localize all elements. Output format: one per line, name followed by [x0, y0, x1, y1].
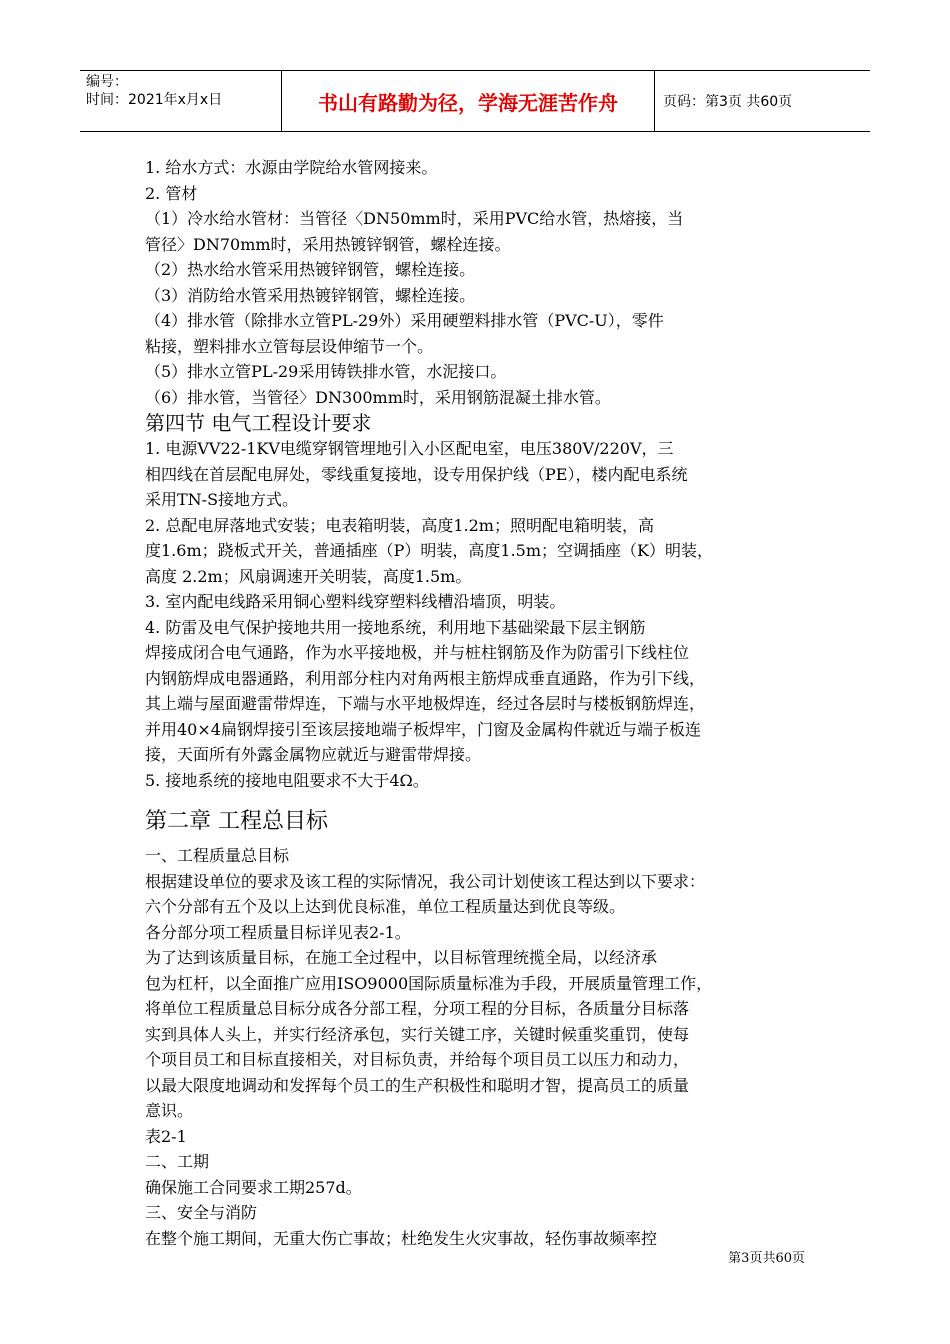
text-line: 一、工程质量总目标 [145, 846, 290, 865]
text-line: 5. 接地系统的接地电阻要求不大于4Ω。 [145, 770, 429, 790]
text-line: 采用TN-S接地方式。 [145, 490, 299, 509]
header-left-cell [80, 71, 282, 131]
text-line: （2）热水给水管采用热镀锌钢管，螺栓连接。 [145, 260, 476, 279]
text-line: 根据建设单位的要求及该工程的实际情况，我公司计划使该工程达到以下要求： [145, 871, 706, 891]
number-label: 编号： [86, 74, 128, 90]
text-line: 粘接，塑料排水立管每层设伸缩节一个。 [145, 336, 434, 356]
text-line: 个项目员工和目标直接相关，对目标负责，并给每个项目员工以压力和动力， [145, 1050, 690, 1069]
text-line: 二、工期 [145, 1152, 210, 1171]
text-line: 管径〉DN70mm时，采用热镀锌钢管，螺栓连接。 [145, 234, 511, 254]
goals-section [145, 843, 810, 1251]
page-label: 页码：第3页 共60页 [663, 94, 793, 110]
text-line: （6）排水管，当管径〉DN300mm时，采用钢筋混凝土排水管。 [145, 387, 611, 407]
text-line: 内钢筋焊成电器通路，利用部分柱内对角两根主筋焊成垂直通路，作为引下线， [145, 668, 706, 688]
text-line: 高度 2.2m；风扇调速开关明装，高度1.5m。 [145, 566, 472, 586]
text-line: 确保施工合同要求工期257d。 [145, 1177, 362, 1197]
text-line: （3）消防给水管采用热镀锌钢管，螺栓连接。 [145, 285, 476, 305]
header-table [80, 70, 870, 132]
text-line: 其上端与屋面避雷带焊连，下端与水平地极焊连，经过各层时与楼板钢筋焊连， [145, 694, 706, 713]
text-line: 三、安全与消防 [145, 1203, 258, 1222]
motto: 书山有路勤为径，学海无涯苦作舟 [282, 71, 655, 131]
text-line: 在整个施工期间，无重大伤亡事故；杜绝发生火灾事故，轻伤事故频率控 [145, 1228, 658, 1248]
text-line: 将单位工程质量总目标分成各分部工程，分项工程的分目标，各质量分目标落 [145, 999, 690, 1018]
text-line: 表2-1 [145, 1126, 187, 1146]
section-4-heading: 第四节 电气工程设计要求 [145, 411, 372, 435]
text-line: 并用40×4扁钢焊接引至该层接地端子板焊牢，门窗及金属构件就近与端子板连 [145, 719, 701, 739]
text-line: 1. 电源VV22-1KV电缆穿钢管埋地引入小区配电室，电压380V/220V，三 [145, 439, 674, 458]
text-line: （1）冷水给水管材：当管径〈DN50mm时，采用PVC给水管，热熔接，当 [145, 209, 684, 228]
text-line: 度1.6m；跷板式开关，普通插座（P）明装，高度1.5m；空调插座（K）明装， [145, 541, 713, 560]
text-line: 2. 管材 [145, 183, 198, 203]
text-line: 六个分部有五个及以上达到优良标准，单位工程质量达到优良等级。 [145, 897, 626, 916]
text-line: 接，天面所有外露金属物应就近与避雷带焊接。 [145, 745, 482, 764]
text-line: 4. 防雷及电气保护接地共用一接地系统，利用地下基础梁最下层主钢筋 [145, 617, 646, 637]
text-line: 以最大限度地调动和发挥每个员工的生产积极性和聪明才智，提高员工的质量 [145, 1075, 690, 1095]
document-body [145, 155, 810, 1251]
text-line: 意识。 [145, 1101, 194, 1120]
electrical-section [145, 436, 810, 793]
text-line: （5）排水立管PL-29采用铸铁排水管，水泥接口。 [145, 362, 507, 381]
text-line: 包为杠杆，以全面推广应用ISO9000国际质量标准为手段，开展质量管理工作， [145, 973, 713, 993]
text-line: 为了达到该质量目标，在施工全过程中，以目标管理统揽全局，以经济承 [145, 948, 658, 967]
text-line: 焊接成闭合电气通路，作为水平接地极，并与桩柱钢筋及作为防雷引下线柱位 [145, 643, 690, 662]
text-line: （4）排水管（除排水立管PL-29外）采用硬塑料排水管（PVC-U），零件 [145, 311, 664, 330]
text-line: 2. 总配电屏落地式安装；电表箱明装，高度1.2m；照明配电箱明装，高 [145, 515, 654, 535]
text-line: 3. 室内配电线路采用铜心塑料线穿塑料线槽沿墙顶，明装。 [145, 592, 566, 611]
water-supply-section [145, 155, 810, 410]
page-footer: 第3页共60页 [728, 1251, 805, 1266]
text-line: 实到具体人头上，并实行经济承包，实行关键工序，关键时候重奖重罚，使每 [145, 1024, 690, 1044]
text-line: 各分部分项工程质量目标详见表2-1。 [145, 922, 411, 942]
date-label: 时间：2021年x月x日 [86, 92, 223, 108]
text-line: 1. 给水方式：水源由学院给水管网接来。 [145, 158, 438, 177]
chapter-2-heading: 第二章 工程总目标 [145, 809, 328, 834]
text-line: 相四线在首层配电屏处，零线重复接地，设专用保护线（PE），楼内配电系统 [145, 464, 688, 484]
